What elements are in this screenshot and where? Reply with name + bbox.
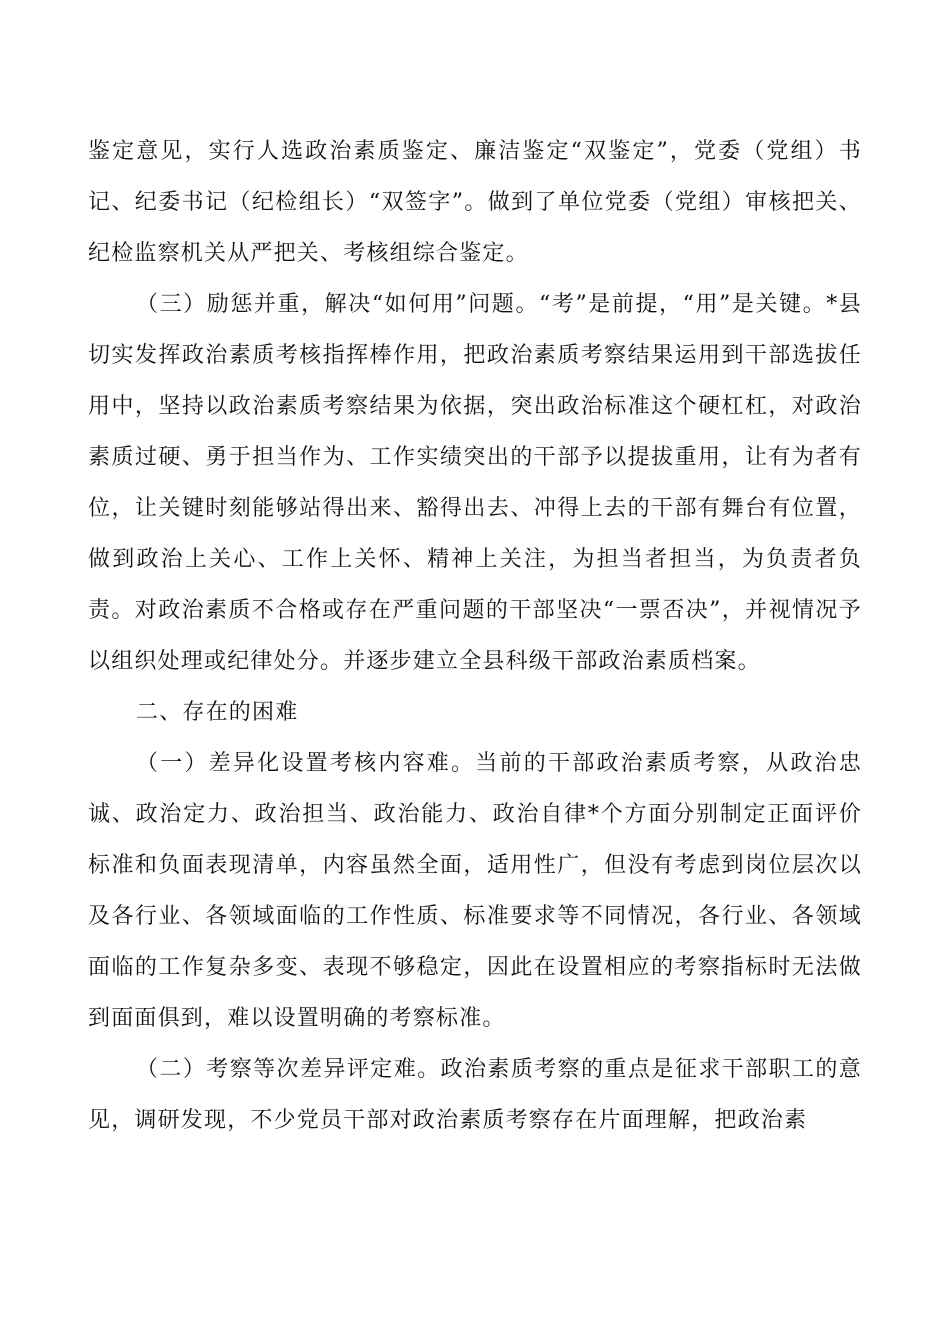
paragraph-section-three: （三）励惩并重，解决“如何用”问题。“考”是前提，“用”是关键。*县切实发挥政治素质考核指挥棒作用，把政治素质考察结果运用到干部选拔任用中，坚持以政治素质考察结果为依据，突出政治标准这个硬杠杠，对政治素质过硬、勇于担当作为、工作实绩突出的干部予以提拔重用，让有为者有位，让关键时刻能够站得出来、豁得出去、冲得上去的干部有舞台有位置，做到政治上关心、工作上关怀、精神上关注，为担当者担当，为负责者负责。对政治素质不合格或存在严重问题的干部坚决“一票否决”，并视情况予以组织处理或纪律处分。并逐步建立全县科级干部政治素质档案。 — [88, 292, 862, 674]
paragraph-difficulty-two: （二）考察等次差异评定难。政治素质考察的重点是征求干部职工的意见，调研发现，不少党员干部对政治素质考察存在片面理解，把政治素 — [88, 1057, 862, 1133]
paragraph-continuation: 鉴定意见，实行人选政治素质鉴定、廉洁鉴定“双鉴定”，党委（党组）书记、纪委书记（纪检组长）“双签字”。做到了单位党委（党组）审核把关、纪检监察机关从严把关、考核组综合鉴定。 — [88, 139, 862, 266]
document-body — [88, 126, 862, 1146]
section-heading-difficulties: 二、存在的困难 — [136, 700, 299, 725]
paragraph-difficulty-one: （一）差异化设置考核内容难。当前的干部政治素质考察，从政治忠诚、政治定力、政治担当、政治能力、政治自律*个方面分别制定正面评价标准和负面表现清单，内容虽然全面，适用性广，但没有考虑到岗位层次以及各行业、各领域面临的工作性质、标准要求等不同情况，各行业、各领域面临的工作复杂多变、表现不够稳定，因此在设置相应的考察指标时无法做到面面俱到，难以设置明确的考察标准。 — [88, 751, 862, 1031]
